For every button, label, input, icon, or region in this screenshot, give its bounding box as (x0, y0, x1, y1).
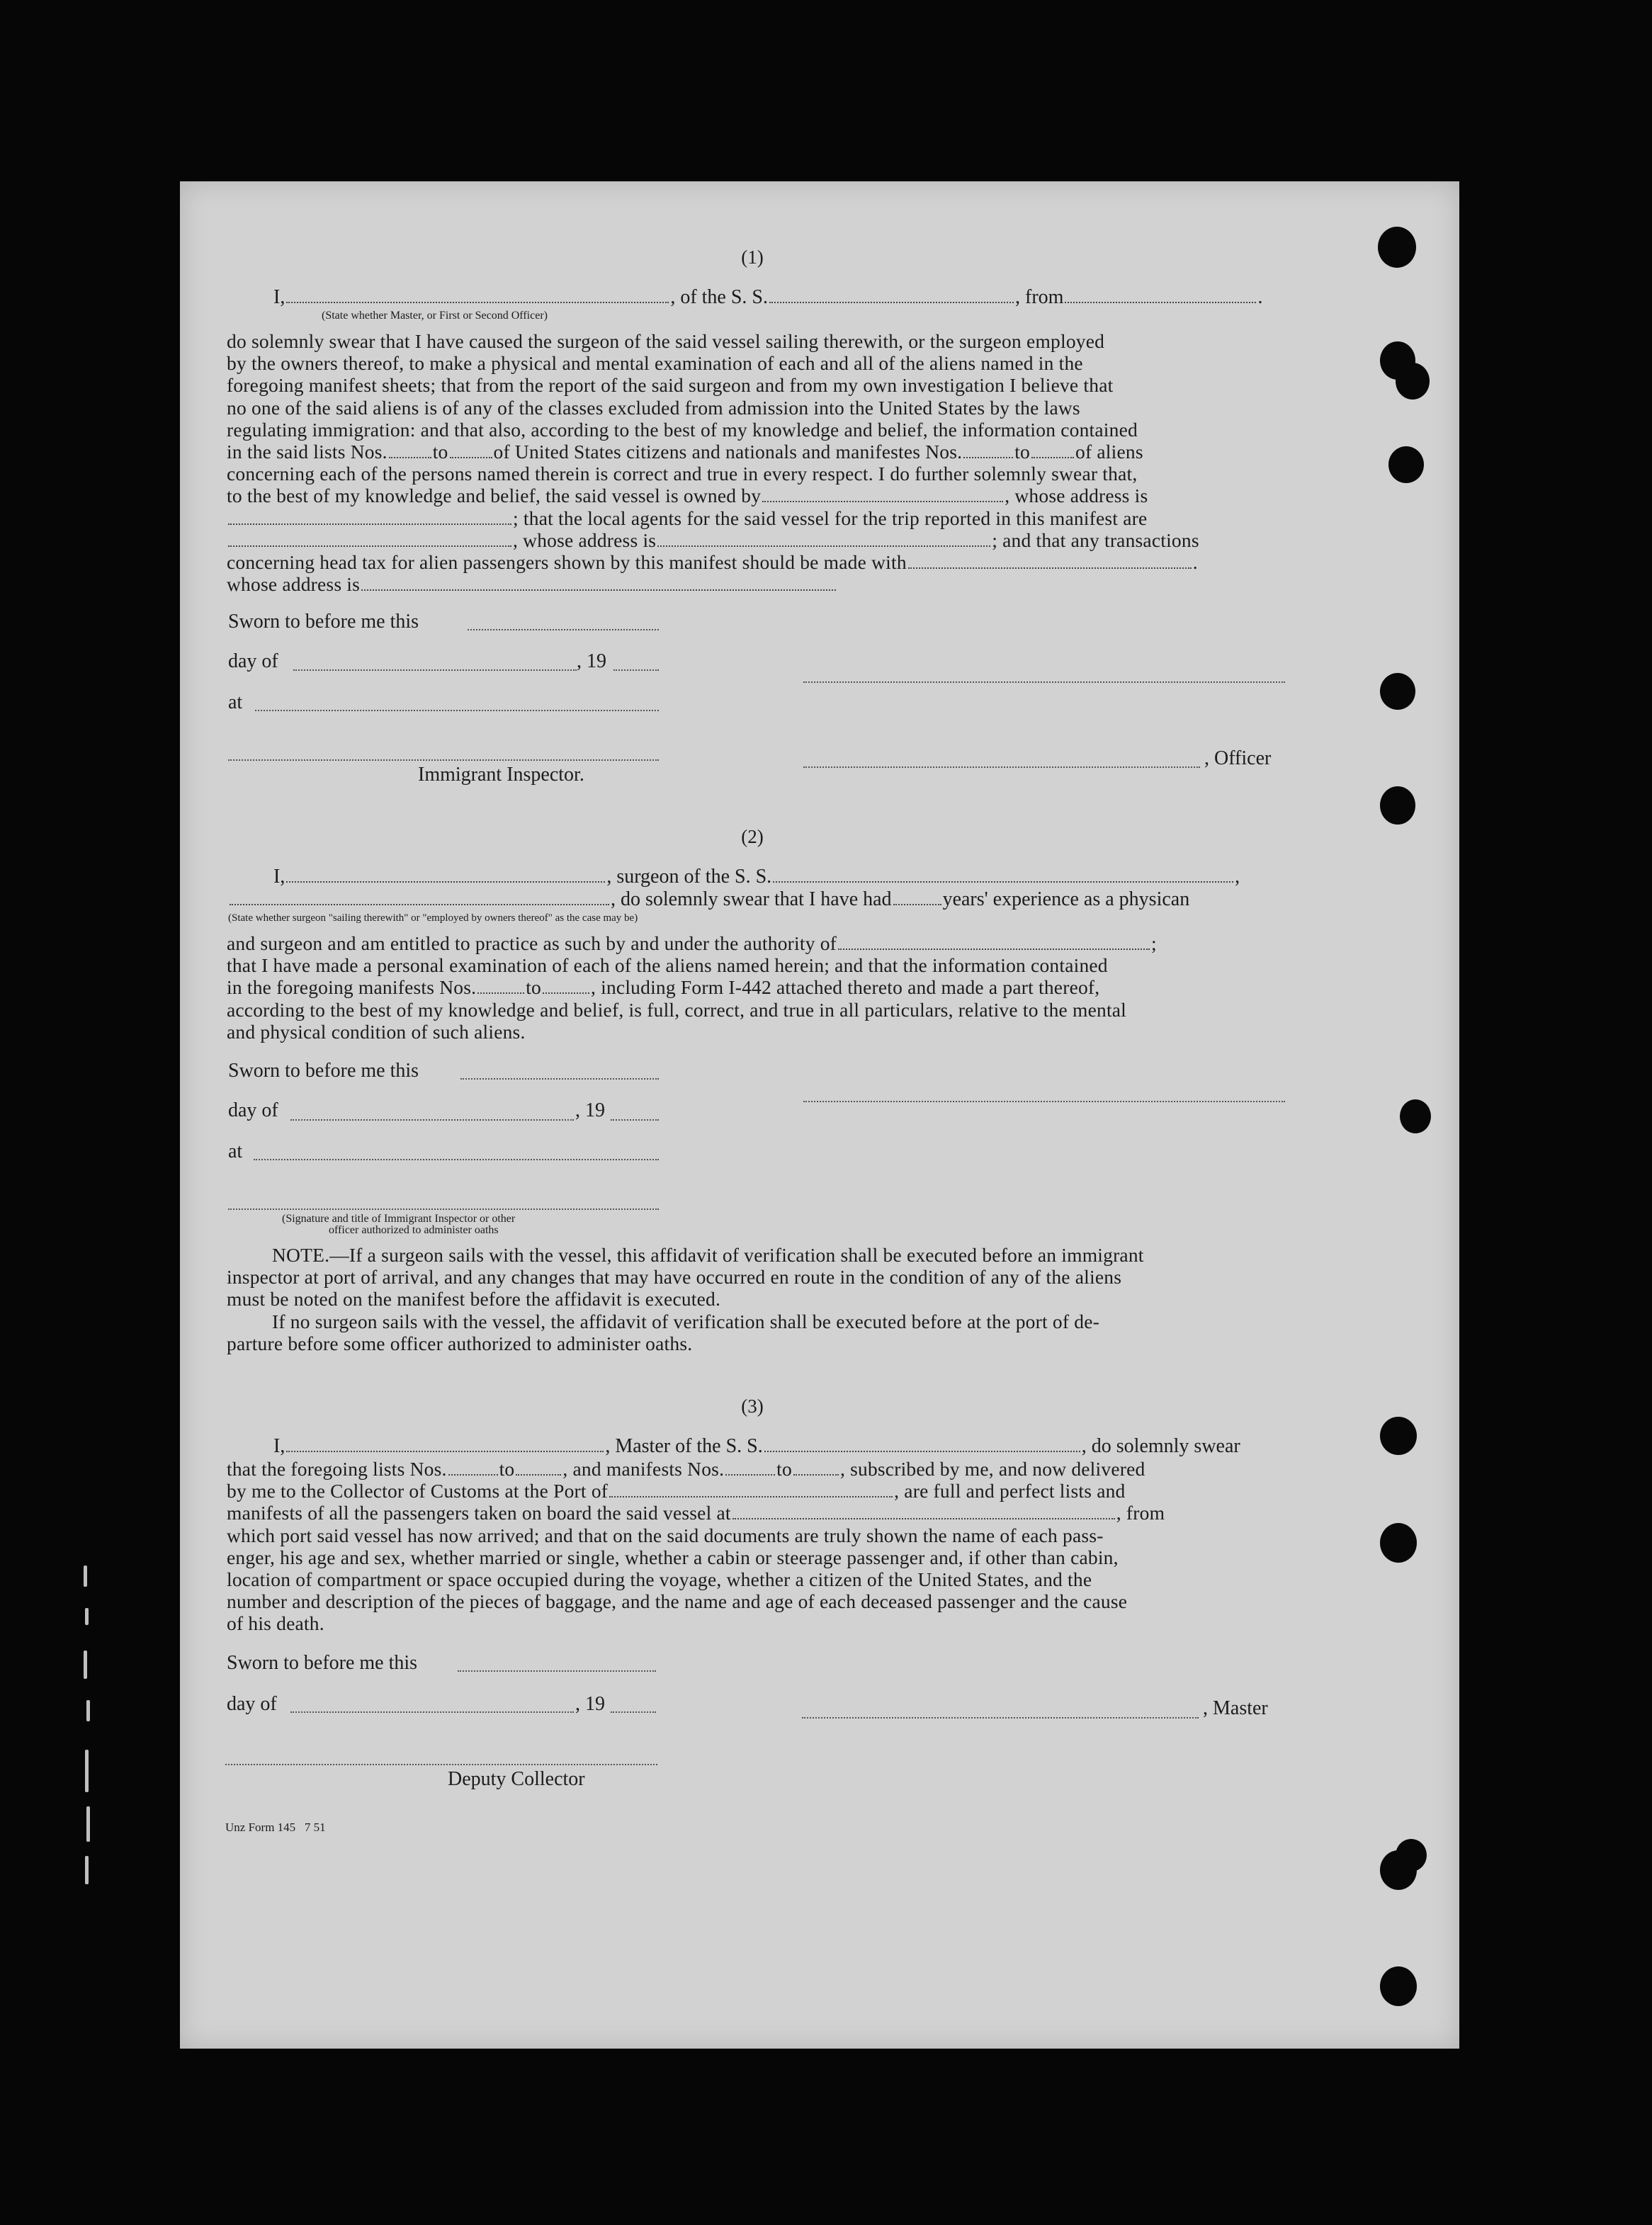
inspector-signature-line[interactable] (228, 1208, 659, 1210)
text: , and manifests Nos. (562, 1458, 725, 1480)
text: If no surgeon sails with the vessel, the affidavit of verification shall be executed before at the port of de- (272, 1310, 1099, 1332)
sworn-label: Sworn to before me this (228, 1060, 419, 1082)
port-field[interactable] (609, 1480, 893, 1498)
day-of-label: day of (228, 650, 278, 672)
day-of-label: day of (227, 1693, 277, 1715)
section1-body (227, 330, 1284, 595)
oath-text-line: enger, his age and sex, whether married or single, whether a cabin or steerage passenger and, if other than cabin, (227, 1546, 1119, 1568)
head-tax-contact-field[interactable] (908, 552, 1192, 569)
text: concerning head tax for alien passengers shown by this manifest should be made with (227, 551, 907, 574)
oath-text-line (227, 1480, 1284, 1502)
punch-hole (1400, 1099, 1431, 1133)
master-oath-line (273, 1435, 1240, 1458)
signature-hint: (Signature and title of Immigrant Inspector or other (282, 1213, 516, 1225)
text: to (499, 1458, 515, 1480)
owner-address-field[interactable] (228, 508, 511, 525)
agent-field[interactable] (228, 530, 511, 547)
oath-text-line: and physical condition of such aliens. (227, 1020, 526, 1043)
oath-text-line (227, 1458, 1284, 1480)
punch-hole (1396, 363, 1430, 400)
list-to-field[interactable] (450, 441, 492, 458)
label-i: I, (273, 1435, 285, 1457)
note-line (227, 1244, 1284, 1266)
label-i: I, (273, 866, 285, 888)
field-hint: (State whether Master, or First or Second Officer) (322, 310, 548, 322)
note-line (227, 1310, 1284, 1332)
scan-artifact (85, 1750, 89, 1792)
section-number: (1) (741, 247, 764, 268)
year-label: , 19 (577, 650, 606, 672)
master-label: , Master (1203, 1697, 1268, 1719)
oath-text-line (227, 573, 1284, 595)
at-label: at (228, 1140, 243, 1162)
sworn-date-field[interactable] (458, 1670, 656, 1672)
day-of-field[interactable] (290, 1119, 574, 1121)
master-name-field[interactable] (286, 1435, 604, 1452)
oath-text-line (227, 1502, 1284, 1524)
section-number: (2) (741, 826, 764, 847)
oath-text-line: which port said vessel has now arrived; and that on the said documents are truly shown the name of each pass- (227, 1524, 1104, 1546)
oath-line: I, , of the S. S. , from . (273, 286, 1263, 308)
vessel-name-field[interactable] (769, 286, 1014, 303)
oath-text-line: foregoing manifest sheets; that from the report of the said surgeon and from my own investigation I believe that (227, 374, 1114, 397)
text: , including Form I-442 attached thereto and made a part thereof, (590, 976, 1100, 999)
text: in the said lists Nos. (227, 441, 387, 463)
at-place-field[interactable] (254, 1159, 659, 1160)
text: to the best of my knowledge and belief, the said vessel is owned by (227, 485, 762, 507)
surgeon-status-field[interactable] (230, 888, 609, 905)
text: years' experience as a physican (942, 888, 1190, 910)
text: to (1014, 441, 1031, 463)
oath-text-line (227, 507, 1284, 529)
surgeon-vessel-field[interactable] (773, 866, 1233, 883)
label-of-ss: , of the S. S. (670, 286, 769, 308)
punch-hole (1380, 673, 1415, 710)
oath-text-line: no one of the said aliens is of any of the classes excluded from admission into the United States by the laws (227, 396, 1080, 419)
master-signature-line[interactable] (802, 1717, 1199, 1719)
surgeon-signature-line[interactable] (803, 1101, 1285, 1102)
text: to (776, 1458, 792, 1480)
text: to (432, 441, 448, 463)
punch-hole (1380, 1966, 1417, 2006)
punch-hole (1378, 227, 1416, 268)
form-identifier: Unz Form 145 7 51 (225, 1821, 326, 1834)
surgeon-name-field[interactable] (286, 866, 605, 883)
note-line: parture before some officer authorized to administer oaths. (227, 1332, 693, 1354)
officer-signature-line-1[interactable] (803, 681, 1285, 683)
text: of aliens (1075, 441, 1143, 463)
surgeon-oath-line: I, , surgeon of the S. S. , (273, 866, 1240, 888)
manifest-from-field[interactable] (477, 977, 524, 994)
punch-hole (1396, 1839, 1427, 1872)
owner-field[interactable] (762, 485, 1003, 502)
text: ; and that any transactions (992, 528, 1199, 551)
authority-field[interactable] (838, 933, 1150, 950)
at-label: at (228, 691, 243, 713)
note-line: must be noted on the manifest before the affidavit is executed. (227, 1288, 721, 1310)
signature-hint: officer authorized to administer oaths (329, 1224, 499, 1236)
day-of-field[interactable] (293, 669, 577, 671)
year-label: , 19 (575, 1099, 605, 1121)
text: and surgeon and am entitled to practice as such by and under the authority of (227, 932, 837, 954)
oath-text-line: regulating immigration: and that also, according to the best of my knowledge and belief, the information contained (227, 418, 1138, 441)
year-field[interactable] (613, 669, 659, 671)
year-field[interactable] (611, 1119, 659, 1121)
oath-text-line: location of compartment or space occupied during the voyage, whether a citizen of the United States, and the (227, 1568, 1092, 1591)
section2-body (227, 932, 1284, 1043)
list-to-field[interactable] (516, 1459, 561, 1476)
punch-hole (1380, 1523, 1417, 1563)
manifest-to-field[interactable] (543, 977, 589, 994)
scan-artifact (85, 1856, 89, 1884)
field-hint: (State whether surgeon "sailing therewith" or "employed by owners thereof" as the case may be) (228, 912, 638, 924)
list-from-field[interactable] (389, 441, 431, 458)
scan-artifact (84, 1651, 87, 1679)
label-from: , from (1015, 286, 1064, 308)
oath-text-line: and surgeon and am entitled to practice as such by and under the authority of ; (227, 932, 1157, 954)
collector-signature-line[interactable] (225, 1764, 657, 1765)
collector-label: Deputy Collector (448, 1768, 585, 1790)
oath-text-line: concerning each of the persons named therein is correct and true in every respect. I do further solemnly swear that, (227, 463, 1138, 485)
text: of United States citizens and nationals and manifestes Nos. (493, 441, 963, 463)
text: ; that the local agents for the said vessel for the trip reported in this manifest are (513, 506, 1148, 529)
year-label: , 19 (575, 1693, 605, 1715)
oath-text-line (227, 529, 1284, 551)
text: , Master of the S. S. (605, 1435, 763, 1457)
oath-text-line: according to the best of my knowledge and belief, is full, correct, and true in all particulars, relative to the mental (227, 998, 1127, 1021)
scan-artifact (86, 1700, 90, 1721)
sworn-date-field[interactable] (468, 629, 659, 630)
text: in the foregoing manifests Nos. (227, 976, 477, 999)
list-from-field[interactable] (448, 1459, 498, 1476)
manifest-to-field[interactable] (793, 1459, 839, 1476)
sworn-date-field[interactable] (460, 1078, 659, 1080)
text: NOTE.—If a surgeon sails with the vessel, this affidavit of verification shall be executed before an immigrant (272, 1244, 1144, 1266)
officer-label: , Officer (1204, 747, 1272, 769)
scan-artifact (85, 1608, 89, 1625)
punch-hole (1380, 786, 1415, 825)
master-vessel-field[interactable] (764, 1435, 1080, 1452)
label-i: I, (273, 286, 285, 308)
years-field[interactable] (893, 888, 941, 905)
text: , are full and perfect lists and (894, 1480, 1126, 1502)
inspector-signature-line[interactable] (228, 759, 659, 761)
text: , do solemnly swear that I have had (611, 888, 892, 910)
oath-text-line: concerning head tax for alien passengers shown by this manifest should be made with . (227, 551, 1198, 574)
surgeon-oath-line (228, 888, 1189, 911)
head-tax-address-field[interactable] (361, 574, 836, 591)
year-field[interactable] (611, 1711, 656, 1713)
note-block (227, 1244, 1284, 1354)
text: , do solemnly swear (1081, 1435, 1240, 1457)
scan-artifact (84, 1566, 87, 1587)
oath-text-line: number and description of the pieces of baggage, and the name and age of each deceased passenger and the cause (227, 1590, 1128, 1613)
text: , surgeon of the S. S. (606, 866, 772, 888)
oath-text-line (227, 441, 1284, 463)
day-of-label: day of (228, 1099, 278, 1121)
scan-artifact (86, 1806, 90, 1842)
manifest-from-field[interactable] (725, 1459, 775, 1476)
oath-text-line: by the owners thereof, to make a physical and mental examination of each and all of the aliens named in the (227, 352, 1083, 375)
note-line: inspector at port of arrival, and any changes that may have occurred en route in the condition of any of the aliens (227, 1266, 1122, 1289)
sworn-label: Sworn to before me this (228, 611, 419, 633)
at-place-field[interactable] (255, 710, 659, 711)
text: , whose address is (1005, 485, 1148, 507)
officer-name-field[interactable] (286, 286, 669, 303)
section3-body (227, 1458, 1284, 1635)
embark-port-field[interactable] (732, 1502, 1115, 1519)
text: that the foregoing lists Nos. (227, 1458, 447, 1480)
manifest-from-field[interactable] (963, 441, 1013, 458)
text: whose address is (227, 573, 361, 596)
officer-signature-line-2[interactable] (803, 766, 1200, 768)
text: manifests of all the passengers taken on board the said vessel at (227, 1502, 731, 1524)
oath-text-line: of his death. (227, 1612, 324, 1635)
day-of-field[interactable] (290, 1711, 574, 1713)
oath-text-line: that I have made a personal examination of each of the aliens named herein; and that the information contained (227, 954, 1108, 977)
text: , from (1116, 1502, 1165, 1524)
punch-hole (1380, 1417, 1417, 1455)
text: , whose address is (513, 528, 657, 551)
oath-text-line: do solemnly swear that I have caused the surgeon of the said vessel sailing therewith, or the surgeon employed (227, 330, 1105, 352)
text: , subscribed by me, and now delivered (839, 1458, 1145, 1480)
oath-text-line (227, 485, 1284, 506)
sworn-label: Sworn to before me this (227, 1652, 418, 1674)
text: by me to the Collector of Customs at the Port of (227, 1480, 609, 1502)
from-port-field[interactable] (1065, 286, 1256, 303)
section-number: (3) (741, 1395, 764, 1417)
oath-text-line (227, 976, 1284, 998)
manifest-to-field[interactable] (1031, 441, 1074, 458)
inspector-label: Immigrant Inspector. (418, 764, 584, 786)
punch-hole (1388, 446, 1424, 483)
agent-address-field[interactable] (657, 530, 990, 547)
text: to (526, 976, 541, 999)
